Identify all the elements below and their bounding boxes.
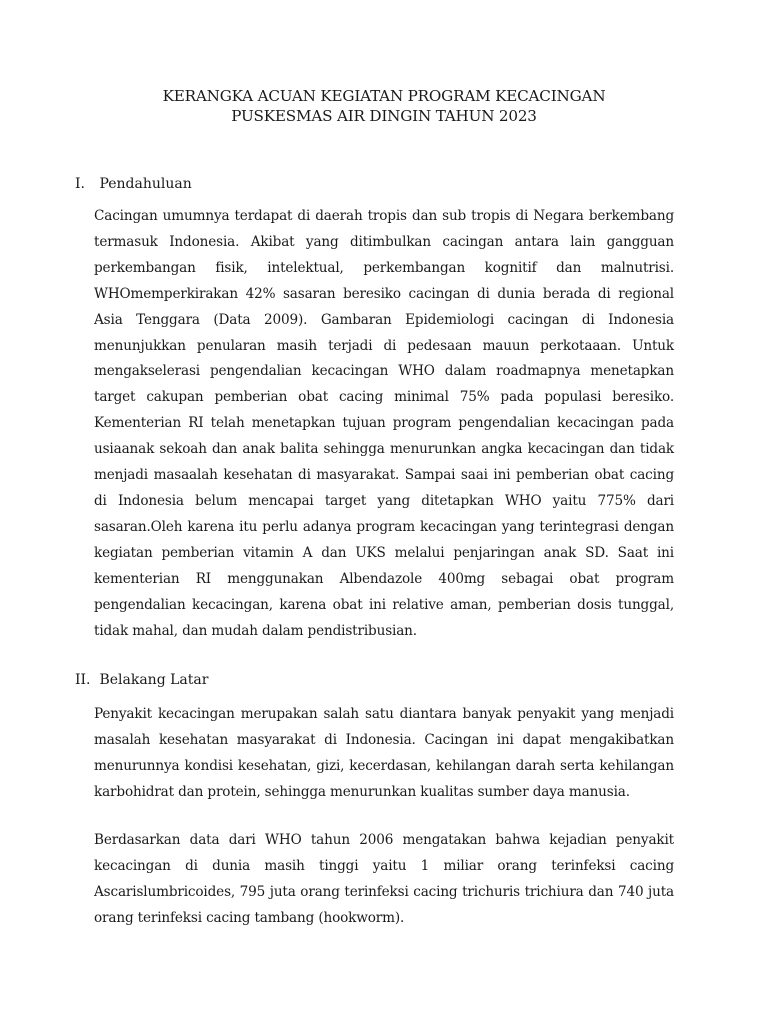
section-number: II. — [75, 672, 91, 688]
paragraph-latar-1: Penyakit kecacingan merupakan salah satu diantara banyak penyakit yang menjadi masalah kesehatan masyarakat di Indonesia. Cacingan ini dapat mengakibatkan menurunnya kondisi kesehatan, gizi, kecerdasan, kehilangan darah serta kehilangan karbohidrat dan protein, sehingga menurunkan kualitas sumber daya manusia. — [94, 706, 674, 800]
section-heading-pendahuluan — [75, 174, 192, 194]
section-heading-latar — [75, 670, 208, 690]
section-number: I. — [75, 176, 85, 192]
section-title: Belakang Latar — [99, 672, 209, 688]
document-title — [0, 86, 768, 126]
paragraph-latar-2: Berdasarkan data dari WHO tahun 2006 mengatakan bahwa kejadian penyakit kecacingan di dunia masih tinggi yaitu 1 miliar orang terinfeksi cacing Ascarislumbricoides, 795 juta orang terinfeksi cacing trichuris trichiura dan 740 juta orang terinfeksi cacing tambang (hookworm). — [94, 832, 674, 926]
paragraph-pendahuluan: Cacingan umumnya terdapat di daerah tropis dan sub tropis di Negara berkembang termasuk Indonesia. Akibat yang ditimbulkan cacingan antara lain gangguan perkembangan fisik, intelektual, perkembangan kognitif dan malnutrisi. WHOmemperkirakan 42% sasaran beresiko cacingan di dunia berada di regional Asia Tenggara (Data 2009). Gambaran Epidemiologi cacingan di Indonesia menunjukkan penularan masih terjadi di pedesaan mauun perkotaaan. Untuk mengakselerasi pengendalian kecacingan WHO dalam roadmapnya menetapkan target cakupan pemberian obat cacing minimal 75% pada populasi beresiko. Kementerian RI telah menetapkan tujuan program pengendalian kecacingan pada usiaanak sekoah dan anak balita sehingga menurunkan angka kecacingan dan tidak menjadi masaalah kesehatan di masyarakat. Sampai saai ini pemberian obat cacing di Indonesia belum mencapai target yang ditetapkan WHO yaitu 775% dari sasaran.Oleh karena itu perlu adanya program kecacingan yang terintegrasi dengan kegiatan pemberian vitamin A dan UKS melalui penjaringan anak SD. Saat ini kementerian RI menggunakan Albendazole 400mg sebagai obat program pengendalian kecacingan, karena obat ini relative aman, pemberian dosis tunggal, tidak mahal, dan mudah dalam pendistribusian. — [94, 208, 674, 639]
title-line-2: PUSKESMAS AIR DINGIN TAHUN 2023 — [231, 107, 537, 125]
section-title: Pendahuluan — [99, 176, 192, 192]
title-line-1: KERANGKA ACUAN KEGIATAN PROGRAM KECACINGAN — [162, 87, 606, 105]
